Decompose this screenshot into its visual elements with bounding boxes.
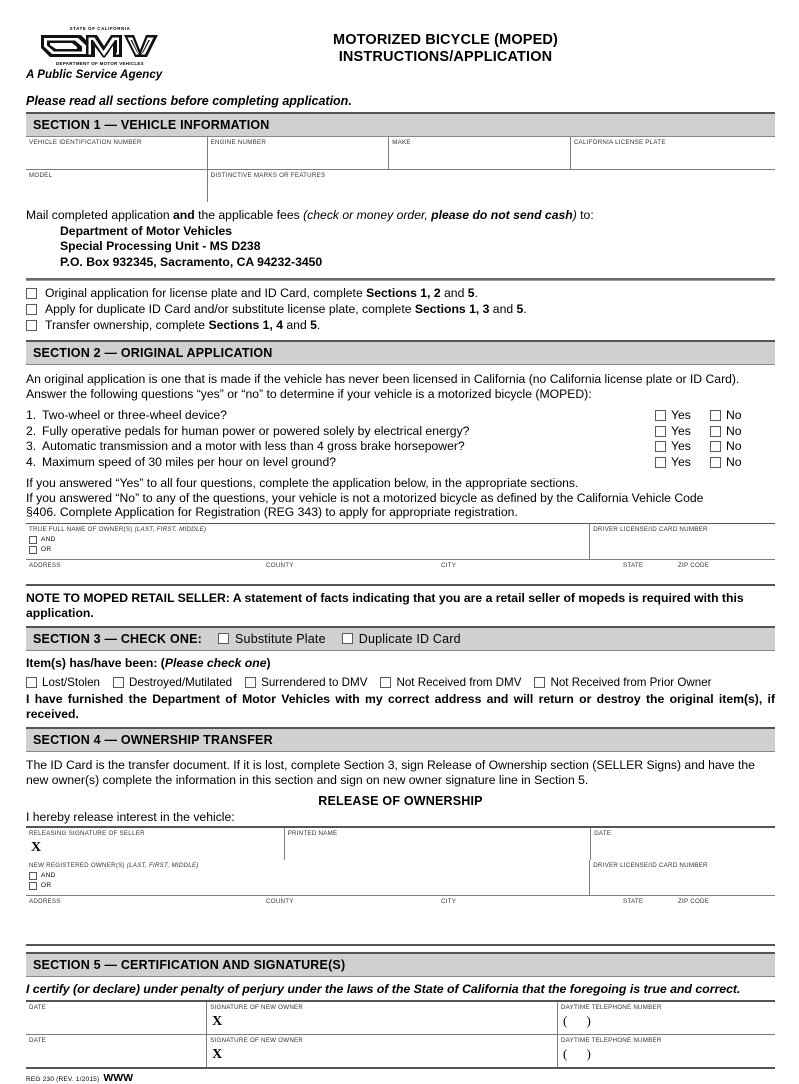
question-answer-group — [655, 455, 775, 471]
retail-seller-note-text: A statement of facts indicating that you are a retail seller of mopeds is required with this application. — [26, 590, 744, 620]
checkbox-icon[interactable] — [655, 457, 666, 468]
field-new-owner-signature-2[interactable] — [207, 1034, 558, 1067]
mailing-intro-d: (check or money order, — [303, 208, 432, 222]
new-owner-join-or[interactable] — [29, 882, 589, 890]
answer-yes[interactable] — [655, 424, 710, 440]
field-new-owner-name-label: NEW REGISTERED OWNER(S) (LAST, FIRST, MIDDLE) — [29, 861, 199, 869]
option-label: Lost/Stolen — [42, 676, 101, 690]
furnished-statement: I have furnished the Department of Motor Vehicles with my correct address and will return or destroy the original item(s), if received. — [26, 692, 775, 722]
question-number: 4. — [26, 454, 37, 469]
field-county-label: COUNTY — [266, 897, 294, 905]
field-model[interactable] — [26, 170, 207, 203]
checkbox-icon[interactable] — [710, 457, 721, 468]
field-address-label: ADDRESS — [29, 561, 61, 569]
option-label: Surrendered to DMV — [261, 676, 368, 690]
question-row — [26, 408, 775, 424]
checkbox-icon[interactable] — [113, 677, 124, 688]
section-2-title: SECTION 2 — ORIGINAL APPLICATION — [33, 346, 273, 360]
option-destroyed-mutilated[interactable] — [113, 676, 232, 689]
option-text: Apply for duplicate ID Card and/or substitute license plate, complete Sections 1, 3 and 5. — [45, 302, 527, 316]
table-row — [26, 827, 775, 860]
answer-yes-label: Yes — [671, 408, 691, 423]
form-header — [26, 22, 775, 82]
or-label: OR — [41, 546, 52, 554]
checkbox-icon[interactable] — [710, 410, 721, 421]
option-text: Transfer ownership, complete Sections 1, 4 and 5. — [45, 318, 321, 332]
answer-no-label: No — [726, 423, 742, 438]
item-status-options — [26, 676, 775, 689]
field-cert-date-2[interactable] — [26, 1034, 207, 1067]
field-city-label: CITY — [441, 897, 457, 905]
section-4-title: SECTION 4 — OWNERSHIP TRANSFER — [33, 733, 273, 748]
option-not-received-from-dmv[interactable] — [380, 676, 521, 689]
field-make[interactable] — [389, 137, 571, 170]
answer-no[interactable] — [710, 455, 765, 471]
answer-no-label: No — [726, 439, 742, 454]
mailing-intro-c: the applicable fees — [194, 208, 304, 222]
mailing-intro-a: Mail completed application — [26, 208, 174, 222]
checkbox-icon[interactable] — [29, 536, 37, 544]
question-text: Fully operative pedals for human power or powered solely by electrical energy? — [42, 423, 470, 438]
mailing-intro-and: and — [173, 208, 195, 222]
option-label: Not Received from DMV — [396, 676, 522, 690]
answer-yes-label: Yes — [671, 423, 691, 438]
field-new-owner-dl-number[interactable] — [590, 860, 775, 895]
field-county-label: COUNTY — [266, 561, 294, 569]
moped-questions — [26, 408, 775, 470]
field-release-date[interactable] — [591, 827, 775, 860]
question-number: 2. — [26, 423, 37, 438]
section-2-after-2: If you answered “No” to any of the questions, your vehicle is not a motorized bicycle as defined by the California Vehicle Code — [26, 490, 704, 505]
option-label: Destroyed/Mutilated — [129, 676, 233, 690]
table-row — [26, 137, 775, 170]
option-duplicate-id-card-s3[interactable] — [342, 632, 461, 646]
option-transfer-ownership[interactable] — [26, 318, 775, 333]
release-lead: I hereby release interest in the vehicle: — [26, 809, 235, 824]
option-duplicate-id-card-label: Duplicate ID Card — [358, 631, 461, 646]
answer-yes[interactable] — [655, 455, 710, 471]
checkbox-icon[interactable] — [26, 320, 37, 331]
checkbox-icon[interactable] — [655, 441, 666, 452]
field-owner-dl-number[interactable] — [590, 523, 775, 559]
field-owner-name[interactable] — [26, 523, 590, 559]
field-daytime-phone-1-label: DAYTIME TELEPHONE NUMBER — [560, 1003, 662, 1011]
option-duplicate-id-card[interactable] — [26, 302, 775, 317]
option-text: Original application for license plate and ID Card, complete Sections 1, 2 and 5. — [45, 286, 478, 300]
application-type-options — [26, 286, 775, 333]
section-5-header — [26, 952, 775, 977]
checkbox-icon[interactable] — [29, 872, 37, 880]
answer-yes[interactable] — [655, 408, 710, 424]
signature-x-mark: X — [31, 839, 42, 855]
field-vin[interactable] — [26, 137, 207, 170]
certification-statement: I certify (or declare) under penalty of perjury under the laws of the State of California that the foregoing is true and correct. — [26, 981, 741, 996]
section-2-after-1: If you answered “Yes” to all four questions, complete the application below, in the appropriate sections. — [26, 476, 579, 491]
checkbox-icon[interactable] — [29, 546, 37, 554]
field-cert-date-2-label: DATE — [29, 1036, 47, 1044]
question-text: Maximum speed of 30 miles per hour on level ground? — [42, 454, 337, 469]
field-zip-label: ZIP CODE — [678, 561, 710, 569]
field-cert-date-1[interactable] — [26, 1001, 207, 1035]
retail-seller-note-lead: NOTE TO MOPED RETAIL SELLER: — [26, 590, 230, 605]
field-daytime-phone-2[interactable] — [557, 1034, 775, 1067]
form-footer — [26, 1072, 775, 1084]
owner-join-or[interactable] — [29, 546, 589, 554]
checkbox-icon[interactable] — [218, 633, 229, 644]
dmv-logo-block — [26, 22, 176, 81]
answer-yes[interactable] — [655, 439, 710, 455]
section-2-owner-fields — [26, 523, 775, 559]
section-2-address-row[interactable] — [26, 559, 775, 586]
field-make-label: MAKE — [392, 139, 411, 146]
question-answer-group — [655, 424, 775, 440]
question-row — [26, 439, 775, 455]
field-seller-signature[interactable] — [26, 827, 284, 860]
checkbox-icon[interactable] — [245, 677, 256, 688]
checkbox-icon[interactable] — [710, 426, 721, 437]
field-printed-name[interactable] — [284, 827, 591, 860]
form-title-line2: INSTRUCTIONS/APPLICATION — [338, 49, 553, 65]
and-label: AND — [41, 536, 56, 544]
question-text: Two-wheel or three-wheel device? — [42, 408, 227, 423]
section-1-title: SECTION 1 — VEHICLE INFORMATION — [33, 118, 270, 132]
section-5-title: SECTION 5 — CERTIFICATION AND SIGNATURE(S) — [33, 957, 346, 972]
question-text: Automatic transmission and a motor with less than 4 gross brake horsepower? — [42, 439, 465, 454]
field-vin-label: VEHICLE IDENTIFICATION NUMBER — [29, 139, 142, 146]
table-row — [26, 860, 775, 895]
section-3-header — [26, 626, 775, 651]
field-release-date-label: DATE — [594, 829, 612, 837]
field-new-owner-name[interactable] — [26, 860, 590, 895]
section-1-fields — [26, 137, 775, 202]
mailing-address-line2: Special Processing Unit - MS D238 — [60, 239, 261, 253]
logo-state-text: STATE OF CALIFORNIA — [69, 26, 131, 31]
option-substitute-plate[interactable] — [218, 632, 326, 646]
answer-no-label: No — [726, 454, 742, 469]
option-substitute-plate-label: Substitute Plate — [235, 631, 326, 646]
or-label: OR — [41, 882, 52, 890]
logo-department-text: DEPARTMENT OF MOTOR VEHICLES — [56, 61, 144, 66]
field-license-plate-label: CALIFORNIA LICENSE PLATE — [573, 139, 666, 146]
checkbox-icon[interactable] — [26, 304, 37, 315]
form-www-marker: WWW — [103, 1071, 134, 1084]
section-4-header — [26, 727, 775, 752]
section-3-title: SECTION 3 — CHECK ONE: — [33, 631, 202, 646]
read-notice: Please read all sections before completing application. — [26, 94, 352, 108]
question-number: 1. — [26, 408, 37, 423]
question-answer-group — [655, 439, 775, 455]
form-title — [176, 22, 775, 66]
dmv-logo-icon — [38, 31, 162, 61]
section-5-signature-fields — [26, 1000, 775, 1067]
agency-tagline: A Public Service Agency — [26, 69, 163, 81]
question-answer-group — [655, 408, 775, 424]
field-engine-number[interactable] — [207, 137, 389, 170]
mailing-intro — [26, 208, 775, 224]
field-license-plate[interactable] — [570, 137, 775, 170]
option-not-received-from-prior-owner[interactable] — [534, 676, 711, 689]
table-row — [26, 523, 775, 559]
section-1-header — [26, 112, 775, 137]
table-row — [26, 1034, 775, 1067]
field-engine-number-label: ENGINE NUMBER — [210, 139, 267, 146]
field-owner-dl-number-label: DRIVER LICENSE/ID CARD NUMBER — [593, 525, 708, 533]
section-2-intro-2: Answer the following questions “yes” or “no” to determine if your vehicle is a motorized bicycle (MOPED): — [26, 386, 592, 401]
field-seller-signature-label: RELEASING SIGNATURE OF SELLER — [29, 829, 145, 837]
field-zip-label: ZIP CODE — [678, 897, 710, 905]
option-lost-stolen[interactable] — [26, 676, 100, 689]
checkbox-icon[interactable] — [655, 426, 666, 437]
field-city-label: CITY — [441, 561, 457, 569]
field-new-owner-dl-number-label: DRIVER LICENSE/ID CARD NUMBER — [593, 861, 708, 869]
phone-parentheses: ( ) — [562, 1045, 599, 1061]
mailing-address-line3: P.O. Box 932345, Sacramento, CA 94232-3450 — [60, 254, 323, 269]
mailing-address-line1: Department of Motor Vehicles — [60, 223, 233, 238]
form-title-line1: MOTORIZED BICYCLE (MOPED) — [332, 32, 558, 48]
form-id: REG 230 (REV. 1/2015) — [26, 1075, 100, 1083]
mailing-intro-g: to: — [576, 208, 594, 222]
section-2-after-3: §406. Complete Application for Registration (REG 343) to apply for appropriate registration. — [26, 505, 518, 520]
question-row — [26, 424, 775, 440]
checkbox-icon[interactable] — [534, 677, 545, 688]
section-4-address-row[interactable] — [26, 895, 775, 918]
field-owner-name-label: TRUE FULL NAME OF OWNER(S) (LAST, FIRST, MIDDLE) — [29, 525, 207, 533]
signature-x-mark: X — [212, 1046, 223, 1062]
item-status-lead: Item(s) has/have been: (Please check one) — [26, 655, 271, 670]
field-state-label: STATE — [623, 897, 644, 905]
field-state-label: STATE — [623, 561, 644, 569]
release-of-ownership-heading: RELEASE OF OWNERSHIP — [318, 793, 483, 808]
field-new-owner-signature-1[interactable] — [207, 1001, 558, 1035]
section-4-release-fields — [26, 826, 775, 860]
question-row — [26, 455, 775, 471]
table-row — [26, 1001, 775, 1035]
checkbox-icon[interactable] — [380, 677, 391, 688]
question-number: 3. — [26, 439, 37, 454]
answer-no[interactable] — [710, 424, 765, 440]
checkbox-icon[interactable] — [26, 288, 37, 299]
field-daytime-phone-1[interactable] — [557, 1001, 775, 1035]
section-4-new-owner-fields — [26, 860, 775, 895]
checkbox-icon[interactable] — [26, 677, 37, 688]
checkbox-icon[interactable] — [342, 633, 353, 644]
field-model-label: MODEL — [29, 172, 53, 179]
table-row — [26, 170, 775, 203]
field-cert-date-1-label: DATE — [29, 1003, 47, 1011]
answer-yes-label: Yes — [671, 439, 691, 454]
and-label: AND — [41, 872, 56, 880]
field-daytime-phone-2-label: DAYTIME TELEPHONE NUMBER — [560, 1036, 662, 1044]
field-distinctive-marks[interactable] — [207, 170, 775, 203]
field-new-owner-signature-1-label: SIGNATURE OF NEW OWNER — [210, 1003, 304, 1011]
section-2-header — [26, 340, 775, 365]
field-new-owner-signature-2-label: SIGNATURE OF NEW OWNER — [210, 1036, 304, 1044]
answer-yes-label: Yes — [671, 454, 691, 469]
mailing-intro-nocash: please do not send cash — [431, 208, 573, 222]
signature-x-mark: X — [212, 1013, 223, 1029]
section-2-intro-1: An original application is one that is made if the vehicle has never been licensed in California (no California license plate or ID Card). — [26, 372, 740, 386]
checkbox-icon[interactable] — [655, 410, 666, 421]
answer-no-label: No — [726, 408, 742, 423]
field-printed-name-label: PRINTED NAME — [287, 829, 338, 837]
section-4-intro: The ID Card is the transfer document. If it is lost, complete Section 3, sign Release of Ownership section (SELLER Signs) and have the new owner(s) complete the information in this section and sign on new owner signature line in Section 5. — [26, 758, 755, 788]
phone-parentheses: ( ) — [562, 1012, 599, 1028]
new-owner-join-and[interactable] — [29, 872, 589, 880]
checkbox-icon[interactable] — [29, 882, 37, 890]
retail-seller-note — [26, 591, 775, 621]
section-4-address-entry-area[interactable] — [26, 918, 775, 946]
answer-no[interactable] — [710, 439, 765, 455]
mailing-intro-f: ) — [572, 208, 577, 222]
field-address-label: ADDRESS — [29, 897, 61, 905]
checkbox-icon[interactable] — [710, 441, 721, 452]
field-distinctive-marks-label: DISTINCTIVE MARKS OR FEATURES — [210, 172, 326, 179]
option-surrendered-to-dmv[interactable] — [245, 676, 367, 689]
option-label: Not Received from Prior Owner — [550, 676, 712, 690]
answer-no[interactable] — [710, 408, 765, 424]
owner-join-and[interactable] — [29, 536, 589, 544]
option-original-application[interactable] — [26, 286, 775, 301]
